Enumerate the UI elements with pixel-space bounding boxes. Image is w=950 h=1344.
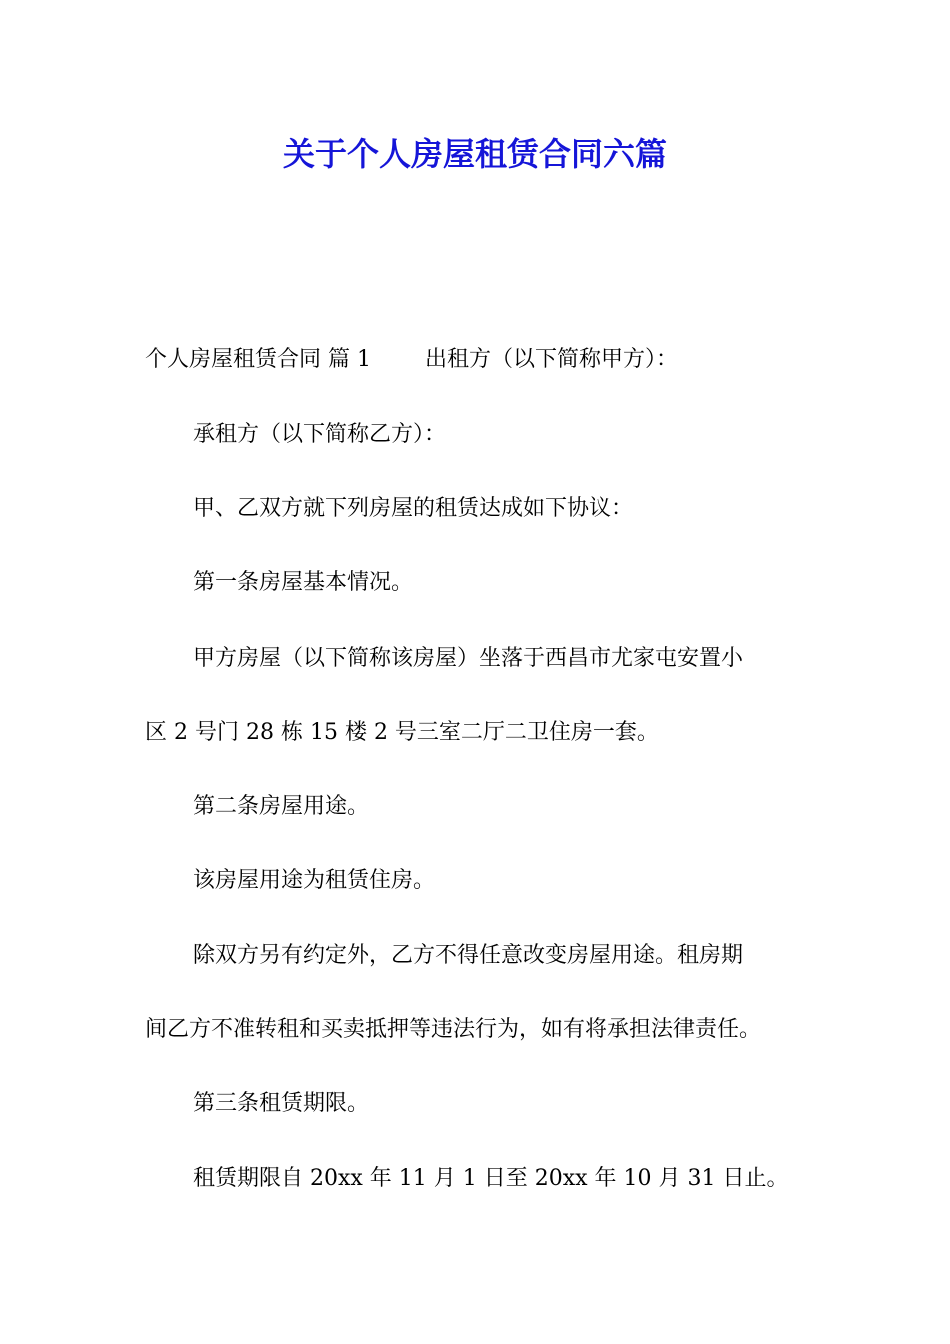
lessee-label: 承租方（以下简称乙方）： <box>193 422 447 447</box>
lessor-label: 出租方（以下简称甲方）： <box>424 347 678 372</box>
article-3-text: 租赁期限自 20xx 年 11 月 1 日至 20xx 年 10 月 31 日止。 <box>193 1166 789 1191</box>
heading-line <box>145 343 810 377</box>
contract-heading: 个人房屋租赁合同 篇 1 <box>145 347 371 372</box>
article-1-heading: 第一条房屋基本情况。 <box>193 570 414 595</box>
article-2-heading: 第二条房屋用途。 <box>193 794 370 819</box>
agreement-intro: 甲、乙双方就下列房屋的租赁达成如下协议： <box>193 496 634 521</box>
article-3-heading: 第三条租赁期限。 <box>193 1091 370 1116</box>
article-1-text-line-2: 区 2 号门 28 栋 15 楼 2 号三室二厅二卫住房一套。 <box>145 720 659 745</box>
document-title: 关于个人房屋租赁合同六篇 <box>282 135 667 173</box>
article-2-restriction-line-2: 间乙方不准转租和买卖抵押等违法行为，如有将承担法律责任。 <box>145 1017 762 1042</box>
article-2-text: 该房屋用途为租赁住房。 <box>193 868 436 893</box>
article-2-restriction-line-1: 除双方另有约定外，乙方不得任意改变房屋用途。租房期 <box>193 943 744 968</box>
article-1-text-line-1: 甲方房屋（以下简称该房屋）坐落于西昌市尤家屯安置小 <box>193 646 744 671</box>
